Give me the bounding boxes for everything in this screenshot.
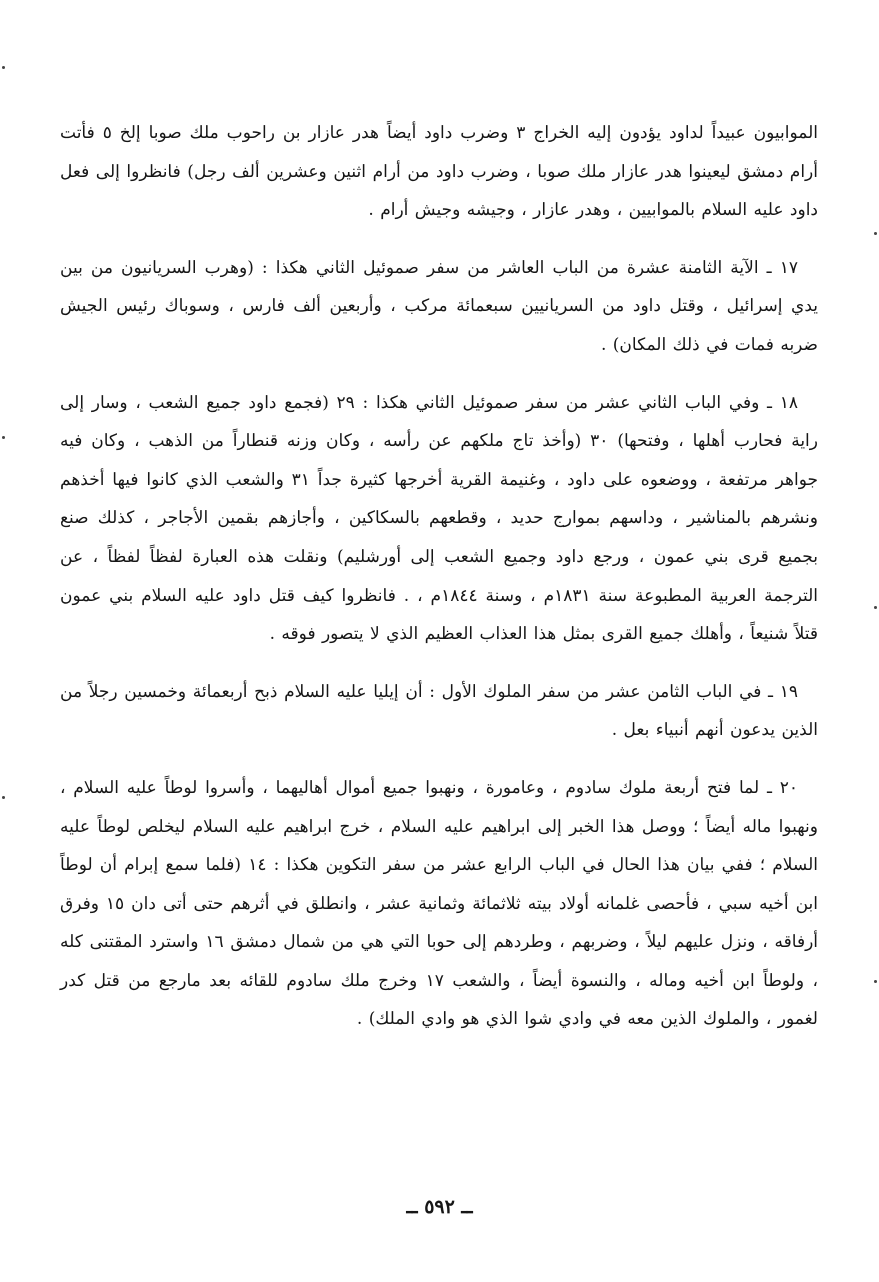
scan-mark bbox=[2, 796, 5, 799]
paragraph-17: ١٧ ـ الآية الثامنة عشرة من الباب العاشر من سفر صموئيل الثاني هكذا : (وهرب السريانيون من بين يدي إسرائيل ، وقتل داود من السريانيين سبعمائة مركب ، وأربعين ألف فارس ، وسوباك رئيس الجيش ضربه فمات في ذلك المكان) . bbox=[60, 257, 818, 355]
scan-mark bbox=[874, 980, 877, 983]
body-text bbox=[60, 114, 818, 1058]
paragraph-20: ٢٠ ـ لما فتح أربعة ملوك سادوم ، وعامورة ، ونهبوا جميع أموال أهاليهما ، وأسروا لوطاً عليه السلام ، ونهبوا ماله أيضاً ؛ ووصل هذا الخبر إلى ابراهيم عليه السلام ، خرج ابراهيم عليه السلام ليخلص لوطاً عليه السلام ؛ ففي بيان هذا الحال في الباب الرابع عشر من سفر التكوين هكذا : ١٤ (فلما سمع إبرام أن لوطاً ابن أخيه سبي ، فأحصى غلمانه أولاد بيته ثلاثمائة وثمانية عشر ، وانطلق في أثرهم حتى أتى دان ١٥ وفرق أرفاقه ، ونزل عليهم ليلاً ، وضربهم ، وطردهم إلى حوبا التي هي من شمال دمشق ١٦ واسترد المقتنى كله ، ولوطاً ابن أخيه وماله ، والنسوة أيضاً ، والشعب ١٧ وخرج ملك سادوم للقائه بعد مارجع من قتل كدر لغمور ، والملوك الذين معه في وادي شوا الذي هو وادي الملك) . bbox=[60, 777, 819, 1030]
paragraph-18: ١٨ ـ وفي الباب الثاني عشر من سفر صموئيل الثاني هكذا : ٢٩ (فجمع داود جميع الشعب ، وسار إلى راية فحارب أهلها ، وفتحها) ٣٠ (وأخذ تاج ملكهم عن رأسه ، وكان وزنه قنطاراً من الذهب ، وكان فيه جواهر مرتفعة ، ووضعوه على داود ، وغنيمة القرية أخرجها كثيرة جداً ٣١ والشعب الذي كانوا فيها أخذهم ونشرهم بالمناشير ، وداسهم بموارج حديد ، وقطعهم بالسكاكين ، وأجازهم بقمين الأجاجر ، كذلك صنع بجميع قرى بني عمون ، ورجع داود وجميع الشعب إلى أورشليم) ونقلت هذه العبارة لفظاً لفظاً ، عن الترجمة العربية المطبوعة سنة ١٨٣١م ، وسنة ١٨٤٤م ، . فانظروا كيف قتل داود عليه السلام بني عمون قتلاً شنيعاً ، وأهلك جميع القرى بمثل هذا العذاب العظيم الذي لا يتصور فوقه . bbox=[60, 392, 819, 645]
page-number: ــ ٥٩٢ ــ bbox=[406, 1196, 473, 1218]
scan-mark bbox=[2, 436, 5, 439]
scan-mark bbox=[2, 66, 5, 69]
paragraph-19: ١٩ ـ في الباب الثامن عشر من سفر الملوك الأول : أن إيليا عليه السلام ذبح أربعمائة وخمسين رجلاً من الذين يدعون أنهم أنبياء بعل . bbox=[60, 681, 818, 741]
scan-mark bbox=[874, 232, 877, 235]
paragraph-continuation: الموابيون عبيداً لداود يؤدون إليه الخراج ٣ وضرب داود أيضاً هدر عازار بن راحوب ملك صوبا إلخ ٥ فأتت أرام دمشق ليعينوا هدر عازار ملك صوبا ، وضرب داود من أرام اثنين وعشرين ألف رجل) فانظروا إلى فعل داود عليه السلام بالموابيين ، وهدر عازار ، وجيشه وجيش أرام . bbox=[60, 123, 818, 221]
scan-mark bbox=[874, 606, 877, 609]
